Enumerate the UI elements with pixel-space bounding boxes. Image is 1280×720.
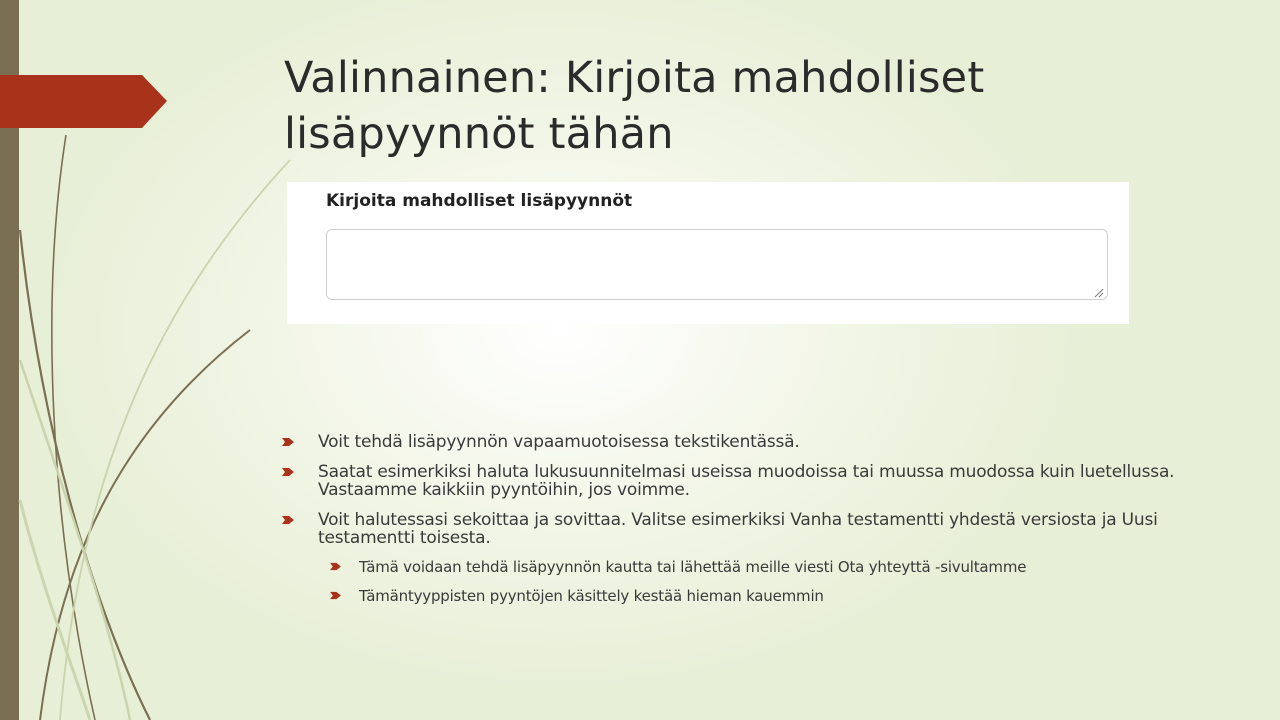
bullet-text: Saatat esimerkiksi haluta lukusuunnitelmasi useissa muodoissa tai muussa muodossa kuin luetellussa. Vastaamme kaikkiin pyyntöihin, jos voimme. — [318, 462, 1175, 500]
accent-arrow-shape — [0, 75, 167, 128]
resize-grip-icon[interactable] — [1093, 287, 1104, 298]
list-item — [282, 463, 1182, 499]
sub-list-item — [282, 588, 1182, 605]
form-screenshot-panel — [287, 182, 1129, 324]
decorative-grass-lines — [0, 0, 320, 720]
bullet-text: Voit halutessasi sekoittaa ja sovittaa. Valitse esimerkiksi Vanha testamentti yhdestä versiosta ja Uusi testamentti toisesta. — [318, 510, 1158, 548]
sub-bullet-text: Tämäntyyppisten pyyntöjen käsittely kestää hieman kauemmin — [359, 587, 824, 605]
additional-requests-textarea[interactable] — [326, 229, 1108, 300]
sub-bullet-text: Tämä voidaan tehdä lisäpyynnön kautta tai lähettää meille viesti Ota yhteyttä -sivultamme — [359, 558, 1027, 576]
list-item — [282, 511, 1182, 547]
sub-list-item — [282, 559, 1182, 576]
arrow-bullet-icon — [282, 515, 294, 525]
arrow-bullet-icon — [330, 591, 341, 600]
bullet-text: Voit tehdä lisäpyynnön vapaamuotoisessa tekstikentässä. — [318, 432, 800, 452]
arrow-bullet-icon — [282, 467, 294, 477]
field-label: Kirjoita mahdolliset lisäpyynnöt — [326, 191, 633, 211]
list-item — [282, 433, 1182, 451]
slide-title — [284, 50, 1184, 162]
title-line-1: Valinnainen: Kirjoita mahdolliset — [284, 53, 985, 103]
arrow-bullet-icon — [282, 437, 294, 447]
bullet-list — [282, 433, 1182, 617]
title-line-2: lisäpyynnöt tähän — [284, 109, 674, 159]
arrow-bullet-icon — [330, 562, 341, 571]
